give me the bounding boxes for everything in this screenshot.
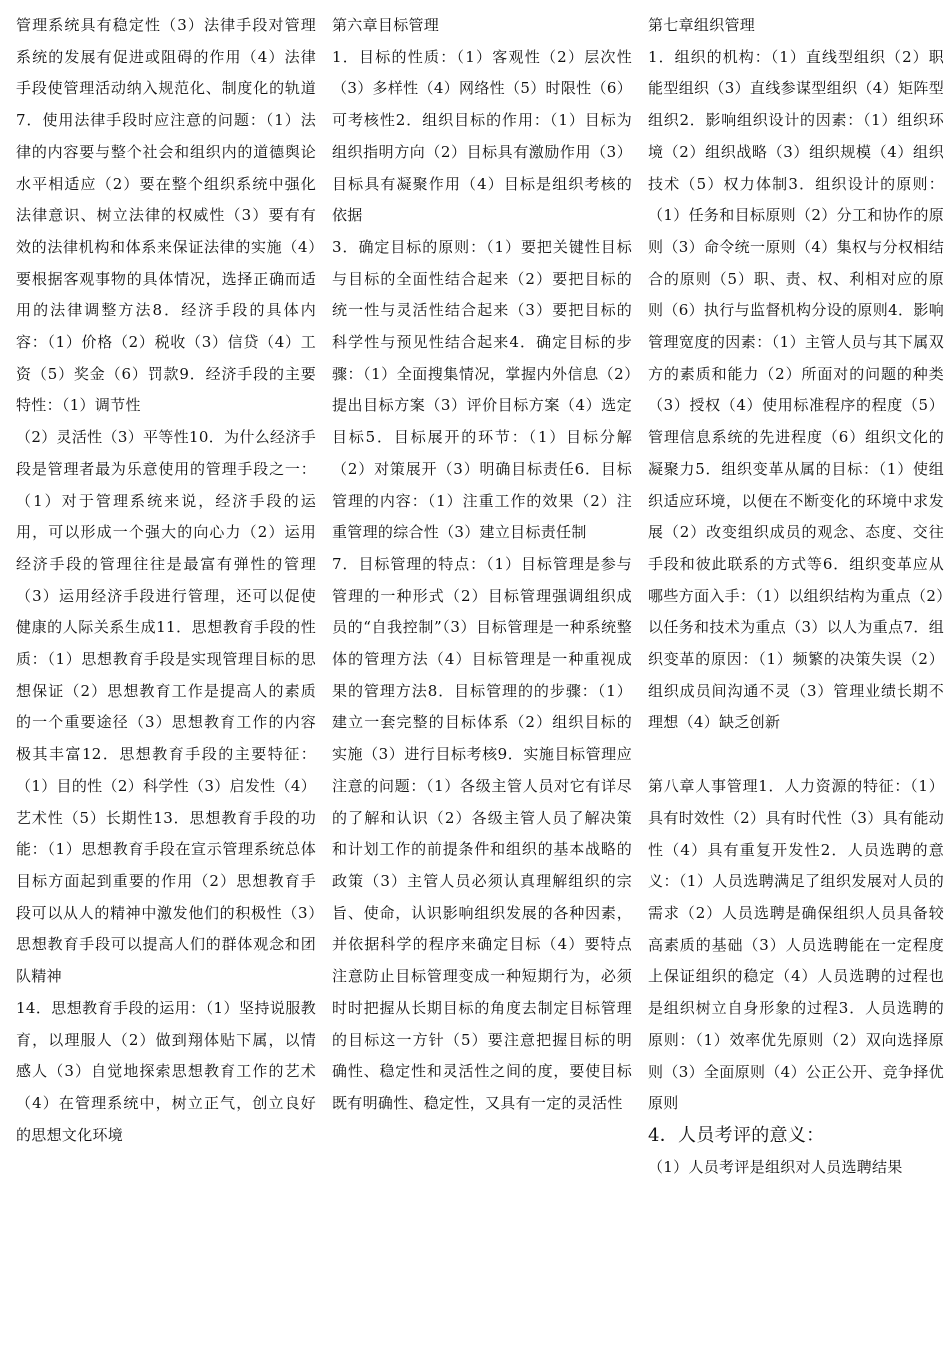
paragraph: 管理系统具有稳定性（3）法律手段对管理系统的发展有促进或阻碍的作用（4）法律手段使管理活动纳入规范化、制度化的轨道7．使用法律手段时应注意的问题：（1）法律的内容要与整个社会和组织内的道德舆论水平相适应（2）要在整个组织系统中强化法律意识、树立法律的权威性（3）要有有效的法律机构和体系来保证法律的实施（4）要根据客观事物的具体情况，选择正确而适用的法律调整方法8．经济手段的具体内容：（1）价格（2）税收（3）信贷（4）工资（5）奖金（6）罚款9．经济手段的主要特性：（1）调节性 [16, 16, 316, 415]
paragraph: （2）灵活性（3）平等性10．为什么经济手段是管理者最为乐意使用的管理手段之一：（1）对于管理系统来说，经济手段的运用，可以形成一个强大的向心力（2）运用经济手段的管理往往是最富有弹性的管理（3）运用经济手段进行管理，还可以促使健康的人际关系生成11．思想教育手段的性质：（1）思想教育手段是实现管理目标的思想保证（2）思想教育工作是提高人的素质的一个重要途径（3）思想教育工作的内容极其丰富12．思想教育手段的主要特征：（1）目的性（2）科学性（3）启发性（4）艺术性（5）长期性13．思想教育手段的功能：（1）思想教育手段在宣示管理系统总体目标方面起到重要的作用（2）思想教育手段可以从人的精神中激发他们的积极性（3）思想教育手段可以提高人们的群体观念和团队精神 [16, 428, 316, 986]
text-column-1 [16, 10, 316, 1351]
paragraph: 1．组织的机构：（1）直线型组织（2）职能型组织（3）直线参谋型组织（4）矩阵型组织2．影响组织设计的因素：（1）组织环境（2）组织战略（3）组织规模（4）组织技术（5）权力体制3．组织设计的原则：（1）任务和目标原则（2）分工和协作的原则（3）命令统一原则（4）集权与分权相结合的原则（5）职、责、权、利相对应的原则（6）执行与监督机构分设的原则4．影响管理宽度的因素：（1）主管人员与其下属双方的素质和能力（2）所面对的问题的种类（3）授权（4）使用标准程序的程度（5）管理信息系统的先进程度（6）组织文化的凝聚力5．组织变革从属的目标：（1）使组织适应环境，以便在不断变化的环境中求发展（2）改变组织成员的观念、态度、交往手段和彼此联系的方式等6．组织变革应从哪些方面入手：（1）以组织结构为重点（2）以任务和技术为重点（3）以人为重点7．组织变革的原因：（1）频繁的决策失误（2）组织成员间沟通不灵（3）管理业绩长期不理想（4）缺乏创新 [648, 47, 944, 732]
paragraph: （1）人员考评是组织对人员选聘结果 [648, 1157, 903, 1176]
paragraph: 7．目标管理的特点：（1）目标管理是参与管理的一种形式（2）目标管理强调组织成员的“自我控制”（3）目标管理是一种系统整体的管理方法（4）目标管理是一种重视成果的管理方法8．目标管理的的步骤：（1）建立一套完整的目标体系（2）组织目标的实施（3）进行目标考核9．实施目标管理应注意的问题：（1）各级主管人员对它有详尽的了解和认识（2）各级主管人员了解决策和计划工作的前提条件和组织的基本战略的政策（3）主管人员必须认真理解组织的宗旨、使命，认识影响组织发展的各种因素，并依据科学的程序来确定目标（4）要特点注意防止目标管理变成一种短期行为，必须时时把握从长期目标的角度去制定目标管理的目标这一方针（5）要注意把握目标的明确性、稳定性和灵活性之间的度，要使目标既有明确性、稳定性，又具有一定的灵活性 [332, 554, 632, 1112]
paragraph: 1．目标的性质：（1）客观性（2）层次性（3）多样性（4）网络性（5）时限性（6）可考核性2．组织目标的作用：（1）目标为组织指明方向（2）目标具有激励作用（3）目标具有凝聚作用（4）目标是组织考核的依据 [332, 47, 632, 225]
paragraph: 第八章人事管理1．人力资源的特征：（1）具有时效性（2）具有时代性（3）具有能动性（4）具有重复开发性2．人员选聘的意义：（1）人员选聘满足了组织发展对人员的需求（2）人员选聘是确保组织人员具备较高素质的基础（3）人员选聘能在一定程度上保证组织的稳定（4）人员选聘的过程也是组织树立自身形象的过程3．人员选聘的原则：（1）效率优先原则（2）双向选择原则（3）全面原则（4）公正公开、竞争择优原则 [648, 777, 944, 1113]
paragraph-gap [648, 739, 944, 771]
text-column-2 [332, 10, 632, 1351]
text-column-3 [648, 10, 944, 1351]
paragraph: 3．确定目标的原则：（1）要把关键性目标与目标的全面性结合起来（2）要把目标的统一性与灵活性结合起来（3）要把目标的科学性与预见性结合起来4．确定目标的步骤：（1）全面搜集情况，掌握内外信息（2）提出目标方案（3）评价目标方案（4）选定目标5．目标展开的环节：（1）目标分解（2）对策展开（3）明确目标责任6．目标管理的内容：（1）注重工作的效果（2）注重管理的综合性（3）建立目标责任制 [332, 237, 632, 542]
paragraph-large: 4．人员考评的意义： [648, 1124, 825, 1146]
chapter-heading: 第七章组织管理 [648, 16, 756, 34]
chapter-heading: 第六章目标管理 [332, 16, 440, 34]
paragraph: 14．思想教育手段的运用：（1）坚持说服教育，以理服人（2）做到翔体贴下属，以情感人（3）自觉地探索思想教育工作的艺术（4）在管理系统中，树立正气，创立良好的思想文化环境 [16, 998, 316, 1144]
